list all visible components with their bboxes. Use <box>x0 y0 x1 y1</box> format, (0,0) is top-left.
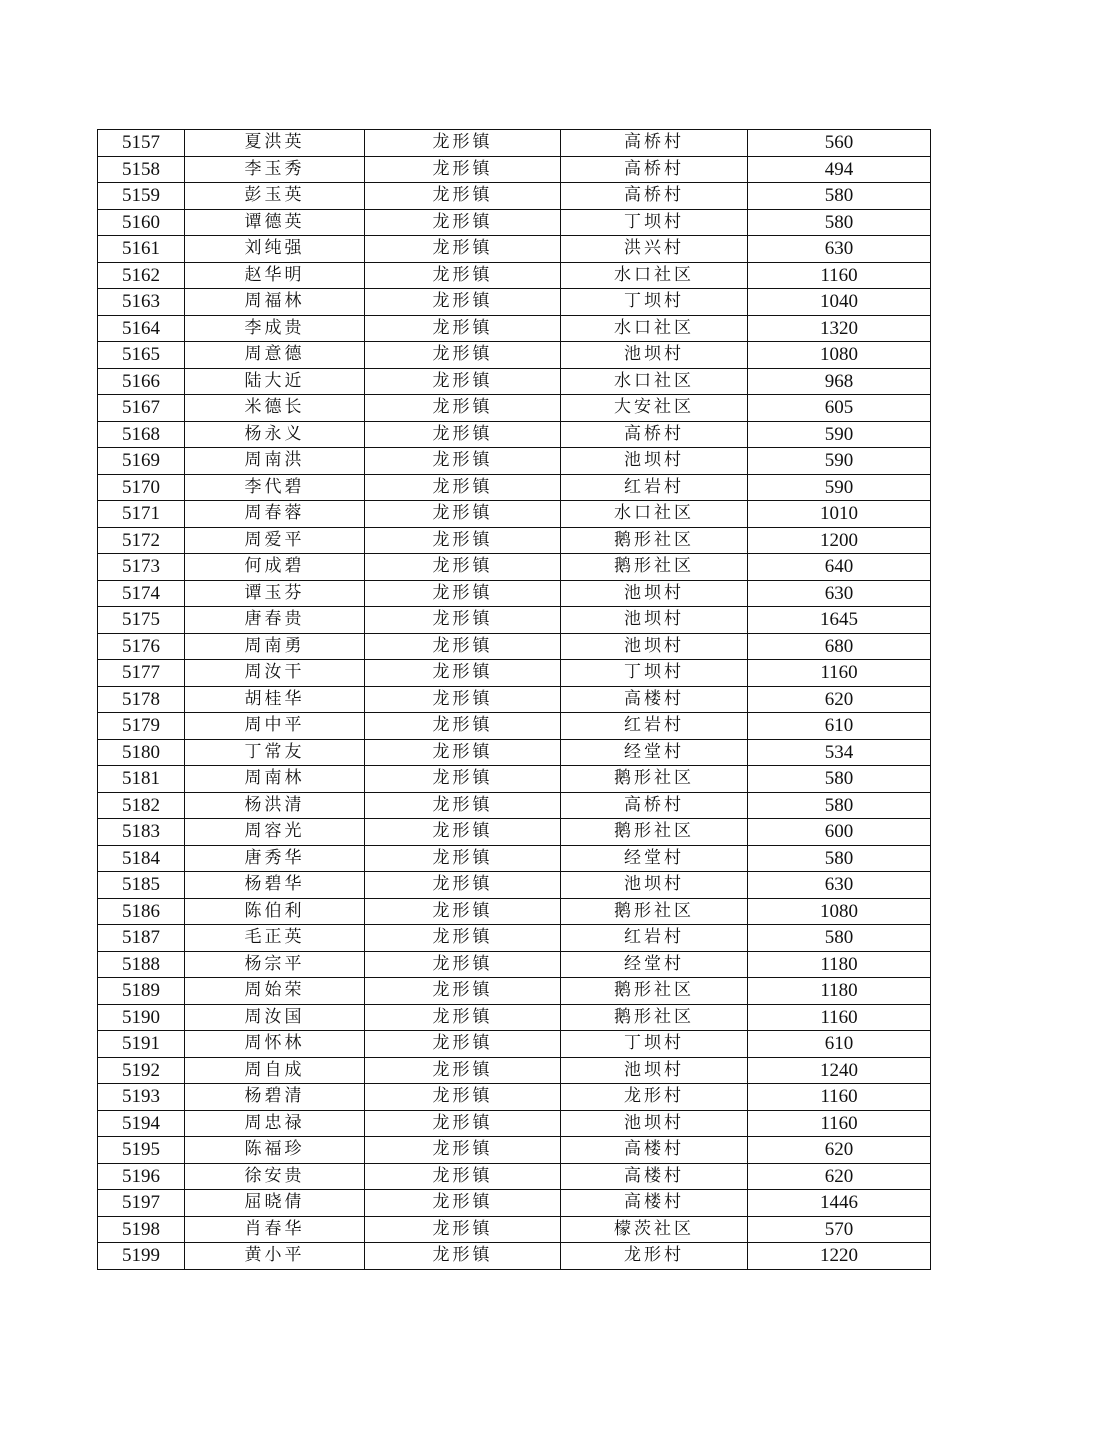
person-name-cell: 徐安贵 <box>185 1163 365 1190</box>
village-cell: 龙形村 <box>561 1084 748 1111</box>
village-cell: 鹅形社区 <box>561 978 748 1005</box>
village-cell: 鹅形社区 <box>561 554 748 581</box>
table-row <box>98 580 931 607</box>
town-cell: 龙形镇 <box>365 315 561 342</box>
table-row <box>98 289 931 316</box>
town-cell: 龙形镇 <box>365 1243 561 1270</box>
person-name-cell: 周容光 <box>185 819 365 846</box>
person-name-cell: 李成贵 <box>185 315 365 342</box>
table-row <box>98 633 931 660</box>
person-name-cell: 谭德英 <box>185 209 365 236</box>
town-cell: 龙形镇 <box>365 183 561 210</box>
amount-cell: 580 <box>748 209 931 236</box>
village-cell: 池坝村 <box>561 342 748 369</box>
person-name-cell: 周春蓉 <box>185 501 365 528</box>
table-row <box>98 845 931 872</box>
amount-cell: 590 <box>748 421 931 448</box>
table-row <box>98 739 931 766</box>
town-cell: 龙形镇 <box>365 1110 561 1137</box>
town-cell: 龙形镇 <box>365 819 561 846</box>
person-name-cell: 周怀林 <box>185 1031 365 1058</box>
row-number-cell: 5174 <box>98 580 185 607</box>
village-cell: 池坝村 <box>561 633 748 660</box>
village-cell: 鹅形社区 <box>561 766 748 793</box>
town-cell: 龙形镇 <box>365 1031 561 1058</box>
village-cell: 洪兴村 <box>561 236 748 263</box>
amount-cell: 1180 <box>748 978 931 1005</box>
village-cell: 丁坝村 <box>561 660 748 687</box>
town-cell: 龙形镇 <box>365 660 561 687</box>
person-name-cell: 周忠禄 <box>185 1110 365 1137</box>
amount-cell: 1010 <box>748 501 931 528</box>
person-name-cell: 周福林 <box>185 289 365 316</box>
village-cell: 丁坝村 <box>561 1031 748 1058</box>
row-number-cell: 5159 <box>98 183 185 210</box>
table-row <box>98 607 931 634</box>
amount-cell: 605 <box>748 395 931 422</box>
town-cell: 龙形镇 <box>365 1057 561 1084</box>
village-cell: 高楼村 <box>561 686 748 713</box>
village-cell: 高桥村 <box>561 421 748 448</box>
village-cell: 经堂村 <box>561 739 748 766</box>
row-number-cell: 5188 <box>98 951 185 978</box>
village-cell: 檬茨社区 <box>561 1216 748 1243</box>
person-name-cell: 杨碧华 <box>185 872 365 899</box>
village-cell: 池坝村 <box>561 872 748 899</box>
town-cell: 龙形镇 <box>365 925 561 952</box>
row-number-cell: 5196 <box>98 1163 185 1190</box>
row-number-cell: 5186 <box>98 898 185 925</box>
row-number-cell: 5175 <box>98 607 185 634</box>
table-row <box>98 872 931 899</box>
amount-cell: 580 <box>748 925 931 952</box>
amount-cell: 560 <box>748 130 931 157</box>
amount-cell: 580 <box>748 183 931 210</box>
table-row <box>98 130 931 157</box>
person-name-cell: 刘纯强 <box>185 236 365 263</box>
town-cell: 龙形镇 <box>365 1004 561 1031</box>
row-number-cell: 5166 <box>98 368 185 395</box>
village-cell: 池坝村 <box>561 1057 748 1084</box>
person-name-cell: 胡桂华 <box>185 686 365 713</box>
amount-cell: 600 <box>748 819 931 846</box>
person-name-cell: 杨碧清 <box>185 1084 365 1111</box>
person-name-cell: 黄小平 <box>185 1243 365 1270</box>
row-number-cell: 5173 <box>98 554 185 581</box>
table-row <box>98 368 931 395</box>
person-name-cell: 杨永义 <box>185 421 365 448</box>
table-row <box>98 1084 931 1111</box>
row-number-cell: 5172 <box>98 527 185 554</box>
person-name-cell: 杨洪清 <box>185 792 365 819</box>
table-row <box>98 209 931 236</box>
amount-cell: 1240 <box>748 1057 931 1084</box>
table-row <box>98 1163 931 1190</box>
row-number-cell: 5178 <box>98 686 185 713</box>
village-cell: 水口社区 <box>561 368 748 395</box>
table-row <box>98 1216 931 1243</box>
amount-cell: 580 <box>748 792 931 819</box>
person-name-cell: 肖春华 <box>185 1216 365 1243</box>
village-cell: 池坝村 <box>561 580 748 607</box>
row-number-cell: 5187 <box>98 925 185 952</box>
town-cell: 龙形镇 <box>365 156 561 183</box>
town-cell: 龙形镇 <box>365 872 561 899</box>
person-name-cell: 周中平 <box>185 713 365 740</box>
village-cell: 红岩村 <box>561 474 748 501</box>
table-row <box>98 951 931 978</box>
town-cell: 龙形镇 <box>365 474 561 501</box>
person-name-cell: 李代碧 <box>185 474 365 501</box>
row-number-cell: 5162 <box>98 262 185 289</box>
person-name-cell: 夏洪英 <box>185 130 365 157</box>
village-cell: 经堂村 <box>561 845 748 872</box>
town-cell: 龙形镇 <box>365 739 561 766</box>
amount-cell: 1040 <box>748 289 931 316</box>
town-cell: 龙形镇 <box>365 527 561 554</box>
town-cell: 龙形镇 <box>365 289 561 316</box>
row-number-cell: 5177 <box>98 660 185 687</box>
village-cell: 鹅形社区 <box>561 898 748 925</box>
row-number-cell: 5176 <box>98 633 185 660</box>
town-cell: 龙形镇 <box>365 580 561 607</box>
village-cell: 高楼村 <box>561 1137 748 1164</box>
village-cell: 经堂村 <box>561 951 748 978</box>
table-row <box>98 713 931 740</box>
table-row <box>98 686 931 713</box>
amount-cell: 570 <box>748 1216 931 1243</box>
village-cell: 高桥村 <box>561 130 748 157</box>
person-name-cell: 谭玉芬 <box>185 580 365 607</box>
amount-cell: 1220 <box>748 1243 931 1270</box>
village-cell: 水口社区 <box>561 315 748 342</box>
amount-cell: 620 <box>748 1163 931 1190</box>
row-number-cell: 5180 <box>98 739 185 766</box>
table-row <box>98 315 931 342</box>
amount-cell: 1200 <box>748 527 931 554</box>
data-table <box>97 129 931 1270</box>
row-number-cell: 5168 <box>98 421 185 448</box>
village-cell: 高桥村 <box>561 183 748 210</box>
town-cell: 龙形镇 <box>365 898 561 925</box>
village-cell: 高桥村 <box>561 156 748 183</box>
town-cell: 龙形镇 <box>365 448 561 475</box>
person-name-cell: 李玉秀 <box>185 156 365 183</box>
table-row <box>98 262 931 289</box>
town-cell: 龙形镇 <box>365 501 561 528</box>
table-row <box>98 527 931 554</box>
person-name-cell: 周南林 <box>185 766 365 793</box>
amount-cell: 630 <box>748 872 931 899</box>
row-number-cell: 5157 <box>98 130 185 157</box>
row-number-cell: 5181 <box>98 766 185 793</box>
village-cell: 水口社区 <box>561 501 748 528</box>
person-name-cell: 赵华明 <box>185 262 365 289</box>
amount-cell: 1160 <box>748 1084 931 1111</box>
amount-cell: 1080 <box>748 342 931 369</box>
table-row <box>98 819 931 846</box>
amount-cell: 610 <box>748 1031 931 1058</box>
table-row <box>98 342 931 369</box>
town-cell: 龙形镇 <box>365 209 561 236</box>
village-cell: 高桥村 <box>561 792 748 819</box>
amount-cell: 620 <box>748 1137 931 1164</box>
person-name-cell: 何成碧 <box>185 554 365 581</box>
row-number-cell: 5185 <box>98 872 185 899</box>
table-row <box>98 660 931 687</box>
amount-cell: 640 <box>748 554 931 581</box>
table-row <box>98 766 931 793</box>
town-cell: 龙形镇 <box>365 421 561 448</box>
amount-cell: 610 <box>748 713 931 740</box>
row-number-cell: 5194 <box>98 1110 185 1137</box>
village-cell: 鹅形社区 <box>561 819 748 846</box>
table-row <box>98 448 931 475</box>
person-name-cell: 陈伯利 <box>185 898 365 925</box>
village-cell: 鹅形社区 <box>561 1004 748 1031</box>
row-number-cell: 5167 <box>98 395 185 422</box>
amount-cell: 534 <box>748 739 931 766</box>
row-number-cell: 5182 <box>98 792 185 819</box>
village-cell: 鹅形社区 <box>561 527 748 554</box>
town-cell: 龙形镇 <box>365 978 561 1005</box>
village-cell: 龙形村 <box>561 1243 748 1270</box>
person-name-cell: 周汝国 <box>185 1004 365 1031</box>
amount-cell: 1160 <box>748 1004 931 1031</box>
row-number-cell: 5195 <box>98 1137 185 1164</box>
table-row <box>98 1057 931 1084</box>
table-row <box>98 395 931 422</box>
village-cell: 大安社区 <box>561 395 748 422</box>
row-number-cell: 5179 <box>98 713 185 740</box>
row-number-cell: 5193 <box>98 1084 185 1111</box>
amount-cell: 580 <box>748 766 931 793</box>
table-row <box>98 554 931 581</box>
amount-cell: 968 <box>748 368 931 395</box>
row-number-cell: 5160 <box>98 209 185 236</box>
village-cell: 丁坝村 <box>561 289 748 316</box>
table-row <box>98 1031 931 1058</box>
town-cell: 龙形镇 <box>365 792 561 819</box>
person-name-cell: 杨宗平 <box>185 951 365 978</box>
table-body <box>98 130 931 1270</box>
person-name-cell: 米德长 <box>185 395 365 422</box>
amount-cell: 630 <box>748 236 931 263</box>
row-number-cell: 5184 <box>98 845 185 872</box>
table-row <box>98 501 931 528</box>
row-number-cell: 5199 <box>98 1243 185 1270</box>
town-cell: 龙形镇 <box>365 845 561 872</box>
person-name-cell: 唐春贵 <box>185 607 365 634</box>
town-cell: 龙形镇 <box>365 1190 561 1217</box>
amount-cell: 1320 <box>748 315 931 342</box>
table-row <box>98 421 931 448</box>
table-row <box>98 792 931 819</box>
row-number-cell: 5169 <box>98 448 185 475</box>
amount-cell: 1180 <box>748 951 931 978</box>
row-number-cell: 5197 <box>98 1190 185 1217</box>
amount-cell: 580 <box>748 845 931 872</box>
row-number-cell: 5158 <box>98 156 185 183</box>
amount-cell: 620 <box>748 686 931 713</box>
town-cell: 龙形镇 <box>365 554 561 581</box>
amount-cell: 1080 <box>748 898 931 925</box>
row-number-cell: 5189 <box>98 978 185 1005</box>
town-cell: 龙形镇 <box>365 607 561 634</box>
village-cell: 水口社区 <box>561 262 748 289</box>
row-number-cell: 5170 <box>98 474 185 501</box>
table-row <box>98 183 931 210</box>
village-cell: 丁坝村 <box>561 209 748 236</box>
town-cell: 龙形镇 <box>365 130 561 157</box>
row-number-cell: 5165 <box>98 342 185 369</box>
amount-cell: 1160 <box>748 262 931 289</box>
person-name-cell: 屈晓倩 <box>185 1190 365 1217</box>
table-row <box>98 1110 931 1137</box>
person-name-cell: 周爱平 <box>185 527 365 554</box>
table-row <box>98 474 931 501</box>
row-number-cell: 5161 <box>98 236 185 263</box>
table-row <box>98 236 931 263</box>
person-name-cell: 彭玉英 <box>185 183 365 210</box>
row-number-cell: 5171 <box>98 501 185 528</box>
person-name-cell: 周汝干 <box>185 660 365 687</box>
row-number-cell: 5191 <box>98 1031 185 1058</box>
row-number-cell: 5190 <box>98 1004 185 1031</box>
amount-cell: 630 <box>748 580 931 607</box>
person-name-cell: 周自成 <box>185 1057 365 1084</box>
town-cell: 龙形镇 <box>365 1137 561 1164</box>
person-name-cell: 周始荣 <box>185 978 365 1005</box>
town-cell: 龙形镇 <box>365 713 561 740</box>
row-number-cell: 5198 <box>98 1216 185 1243</box>
person-name-cell: 周南勇 <box>185 633 365 660</box>
table-row <box>98 1243 931 1270</box>
town-cell: 龙形镇 <box>365 951 561 978</box>
table-row <box>98 1137 931 1164</box>
row-number-cell: 5164 <box>98 315 185 342</box>
row-number-cell: 5163 <box>98 289 185 316</box>
town-cell: 龙形镇 <box>365 686 561 713</box>
village-cell: 池坝村 <box>561 448 748 475</box>
village-cell: 池坝村 <box>561 607 748 634</box>
town-cell: 龙形镇 <box>365 236 561 263</box>
person-name-cell: 周意德 <box>185 342 365 369</box>
town-cell: 龙形镇 <box>365 368 561 395</box>
table-row <box>98 156 931 183</box>
table-row <box>98 898 931 925</box>
amount-cell: 1645 <box>748 607 931 634</box>
town-cell: 龙形镇 <box>365 766 561 793</box>
row-number-cell: 5183 <box>98 819 185 846</box>
amount-cell: 680 <box>748 633 931 660</box>
person-name-cell: 毛正英 <box>185 925 365 952</box>
table-row <box>98 1190 931 1217</box>
amount-cell: 1160 <box>748 660 931 687</box>
amount-cell: 1160 <box>748 1110 931 1137</box>
person-name-cell: 丁常友 <box>185 739 365 766</box>
town-cell: 龙形镇 <box>365 1216 561 1243</box>
row-number-cell: 5192 <box>98 1057 185 1084</box>
town-cell: 龙形镇 <box>365 395 561 422</box>
amount-cell: 590 <box>748 474 931 501</box>
town-cell: 龙形镇 <box>365 342 561 369</box>
town-cell: 龙形镇 <box>365 1163 561 1190</box>
village-cell: 高楼村 <box>561 1163 748 1190</box>
amount-cell: 590 <box>748 448 931 475</box>
person-name-cell: 陆大近 <box>185 368 365 395</box>
village-cell: 高楼村 <box>561 1190 748 1217</box>
person-name-cell: 陈福珍 <box>185 1137 365 1164</box>
village-cell: 红岩村 <box>561 925 748 952</box>
table-row <box>98 978 931 1005</box>
village-cell: 红岩村 <box>561 713 748 740</box>
town-cell: 龙形镇 <box>365 633 561 660</box>
table-row <box>98 925 931 952</box>
person-name-cell: 周南洪 <box>185 448 365 475</box>
amount-cell: 1446 <box>748 1190 931 1217</box>
village-cell: 池坝村 <box>561 1110 748 1137</box>
table-row <box>98 1004 931 1031</box>
town-cell: 龙形镇 <box>365 1084 561 1111</box>
town-cell: 龙形镇 <box>365 262 561 289</box>
person-name-cell: 唐秀华 <box>185 845 365 872</box>
amount-cell: 494 <box>748 156 931 183</box>
